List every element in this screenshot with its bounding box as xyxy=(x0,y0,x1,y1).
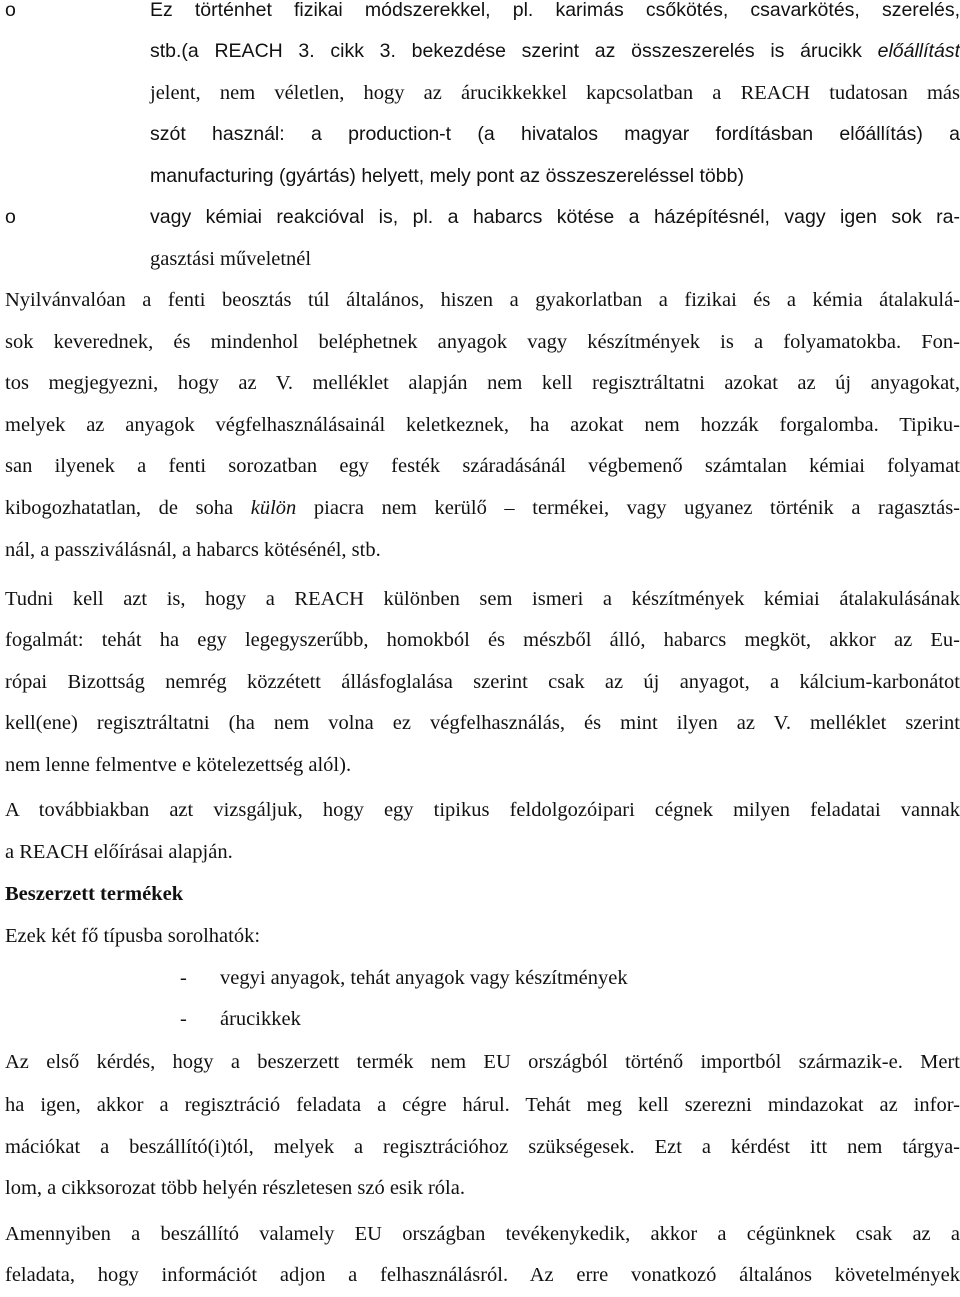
paragraph-1-line-3: tos megjegyezni, hogy az V. melléklet alapján nem kell regisztráltatni azokat az új anyagokat, xyxy=(5,372,960,394)
list-item-a-line-2-text: stb.(a REACH 3. cikk 3. bekezdése szerint az összeszerelés is árucikk xyxy=(150,40,878,62)
paragraph-2-line-4: kell(ene) regisztráltatni (ha nem volna ez végfelhasználás, és mint ilyen az V. melléklet szerint xyxy=(5,712,960,734)
paragraph-5-line-1: Amennyiben a beszállító valamely EU országban tevékenykedik, akkor a cégünknek csak az a xyxy=(5,1223,960,1245)
paragraph-5-line-2: feladata, hogy információt adjon a felhasználásról. Az erre vonatkozó általános követelmények xyxy=(5,1264,960,1286)
dash-list-item-text: árucikkek xyxy=(220,1008,301,1030)
paragraph-4-line-1: Az első kérdés, hogy a beszerzett termék nem EU országból történő importból származik-e. Mert xyxy=(5,1051,960,1073)
intro-text: Ezek két fő típusba sorolhatók: xyxy=(5,925,261,947)
list-item-a-line-1: Ez történhet fizikai módszerekkel, pl. karimás csőkötés, csavarkötés, szerelés, xyxy=(150,0,960,21)
dash-list-item xyxy=(180,999,960,1041)
section-heading: Beszerzett termékek xyxy=(5,883,184,905)
paragraph-1-line-6 xyxy=(5,488,960,530)
paragraph-4-line-3: mációkat a beszállító(i)tól, melyek a regisztrációhoz szükségesek. Ezt a kérdést itt nem tárgya- xyxy=(5,1136,960,1158)
paragraph-1-line-7: nál, a passziválásnál, a habarcs kötésénél, stb. xyxy=(5,539,381,561)
list-item-a-line-3: jelent, nem véletlen, hogy az árucikkekkel kapcsolatban a REACH tudatosan más xyxy=(150,82,960,104)
paragraph-3-line-1: A továbbiakban azt vizsgáljuk, hogy egy tipikus feldolgozóipari cégnek milyen feladatai vannak xyxy=(5,799,960,821)
paragraph-2-line-5: nem lenne felmentve e kötelezettség alól). xyxy=(5,754,352,776)
paragraph-1-line-6-rest: piacra nem kerülő – termékei, vagy ugyanez történik a ragasztás- xyxy=(296,497,960,519)
paragraph-2-line-1: Tudni kell azt is, hogy a REACH különben sem ismeri a készítmények kémiai átalakulásának xyxy=(5,588,960,610)
list-item-b-line-1: vagy kémiai reakcióval is, pl. a habarcs kötése a házépítésnél, vagy igen sok ra- xyxy=(150,206,960,228)
list-item-b-line-2: gasztási műveletnél xyxy=(150,248,312,270)
dash-marker: - xyxy=(180,967,187,989)
paragraph-1-line-2: sok keverednek, és mindenhol beléphetnek anyagok vagy készítmények is a folyamatokba. Fon- xyxy=(5,331,960,353)
paragraph-1-line-5: san ilyenek a fenti sorozatban egy festék száradásánál végbemenő számtalan kémiai folyamat xyxy=(5,455,960,477)
list-bullet: o xyxy=(5,0,16,21)
emphasis-text: külön xyxy=(250,497,297,519)
list-bullet: o xyxy=(5,206,16,228)
list-item-a-line-5: manufacturing (gyártás) helyett, mely pont az összeszereléssel több) xyxy=(150,165,744,187)
list-item-a-line-2 xyxy=(150,31,960,73)
paragraph-1-line-6-text: kibogozhatatlan, de soha xyxy=(5,497,251,519)
list-item-a-line-4: szót használ: a production-t (a hivatalos magyar fordításban előállítás) a xyxy=(150,123,960,145)
paragraph-3-line-2: a REACH előírásai alapján. xyxy=(5,841,233,863)
dash-list-item xyxy=(180,958,960,1000)
dash-marker: - xyxy=(180,1008,187,1030)
paragraph-4-line-2: ha igen, akkor a regisztráció feladata a cégre hárul. Tehát meg kell szerezni mindazokat az infor- xyxy=(5,1094,960,1116)
paragraph-2-line-3: rópai Bizottság nemrég közzétett állásfoglalása szerint csak az új anyagot, a kálcium-karbonátot xyxy=(5,671,960,693)
paragraph-4-line-4: lom, a cikksorozat több helyén részletesen szó esik róla. xyxy=(5,1177,465,1199)
emphasis-text: előállítást xyxy=(877,40,960,62)
paragraph-1-line-1: Nyilvánvalóan a fenti beosztás túl általános, hiszen a gyakorlatban a fizikai és a kémia átalakulá- xyxy=(5,289,960,311)
paragraph-1-line-4: melyek az anyagok végfelhasználásainál keletkeznek, ha azokat nem hozzák forgalomba. Tipiku- xyxy=(5,414,960,436)
paragraph-2-line-2: fogalmát: tehát ha egy legegyszerűbb, homokból és mészből álló, habarcs megköt, akkor az Eu- xyxy=(5,629,960,651)
dash-list-item-text: vegyi anyagok, tehát anyagok vagy készítmények xyxy=(220,967,628,989)
